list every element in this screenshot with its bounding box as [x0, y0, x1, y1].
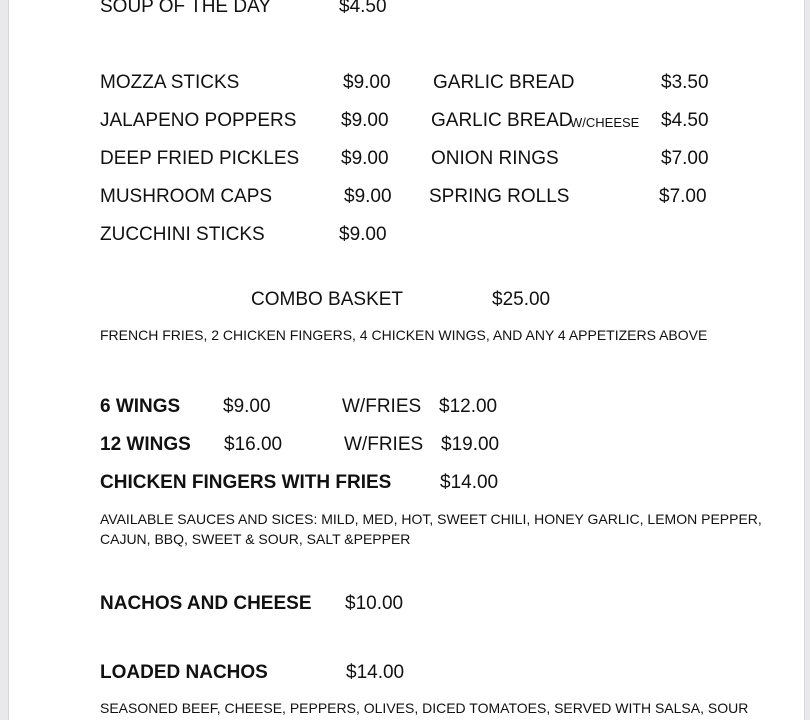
loaded-nachos-description: SEASONED BEEF, CHEESE, PEPPERS, OLIVES, DICED TOMATOES, SERVED WITH SALSA, SOUR	[100, 700, 749, 716]
soup-name: SOUP OF THE DAY	[100, 0, 272, 17]
appetizer-name: GARLIC BREAD	[431, 110, 573, 131]
appetizer-name: JALAPENO POPPERS	[100, 110, 297, 131]
appetizer-price: $9.00	[343, 72, 391, 93]
wings-name: 6 WINGS	[100, 396, 181, 417]
wings-fries-price: $19.00	[441, 434, 500, 455]
wings-fries-label: W/FRIES	[342, 396, 422, 417]
appetizer-name: ONION RINGS	[431, 148, 559, 169]
loaded-nachos-price: $14.00	[346, 662, 405, 683]
fingers-price: $14.00	[440, 472, 499, 493]
appetizer-price: $9.00	[339, 224, 387, 245]
fingers-name: CHICKEN FINGERS WITH FRIES	[100, 472, 392, 493]
menu-page	[8, 0, 805, 720]
nachos-price: $10.00	[345, 593, 404, 614]
combo-description: FRENCH FRIES, 2 CHICKEN FINGERS, 4 CHICKEN WINGS, AND ANY 4 APPETIZERS ABOVE	[100, 327, 708, 343]
loaded-nachos-name: LOADED NACHOS	[100, 662, 268, 683]
nachos-name: NACHOS AND CHEESE	[100, 593, 312, 614]
wings-name: 12 WINGS	[100, 434, 191, 455]
appetizer-name: DEEP FRIED PICKLES	[100, 148, 300, 169]
appetizer-price: $9.00	[344, 186, 392, 207]
sauces-line: AVAILABLE SAUCES AND SICES: MILD, MED, HOT, SWEET CHILI, HONEY GARLIC, LEMON PEPPER,	[100, 511, 762, 527]
appetizer-note: W/CHEESE	[570, 115, 640, 130]
wings-price: $16.00	[224, 434, 283, 455]
soup-price: $4.50	[339, 0, 387, 17]
appetizer-name: MOZZA STICKS	[100, 72, 240, 93]
combo-price: $25.00	[492, 289, 551, 310]
appetizer-price: $4.50	[661, 110, 709, 131]
wings-fries-label: W/FRIES	[344, 434, 424, 455]
appetizer-name: SPRING ROLLS	[429, 186, 570, 207]
appetizer-name: GARLIC BREAD	[433, 72, 575, 93]
appetizer-name: MUSHROOM CAPS	[100, 186, 273, 207]
wings-fries-price: $12.00	[439, 396, 498, 417]
combo-name: COMBO BASKET	[251, 289, 404, 310]
appetizer-price: $9.00	[341, 148, 389, 169]
appetizer-price: $7.00	[659, 186, 707, 207]
appetizer-price: $7.00	[661, 148, 709, 169]
wings-price: $9.00	[223, 396, 271, 417]
sauces-line: CAJUN, BBQ, SWEET & SOUR, SALT &PEPPER	[100, 531, 411, 547]
appetizer-name: ZUCCHINI STICKS	[100, 224, 265, 245]
appetizer-price: $3.50	[661, 72, 709, 93]
appetizer-price: $9.00	[341, 110, 389, 131]
